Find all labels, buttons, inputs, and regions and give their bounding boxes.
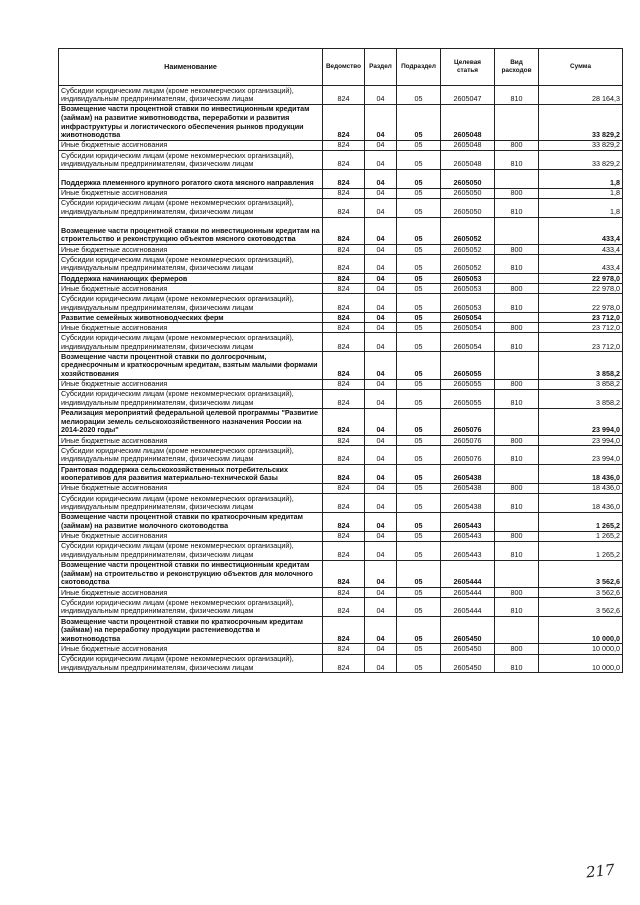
cell-vedomstvo: 824	[323, 255, 365, 274]
table-row	[59, 483, 623, 493]
cell-sum: 3 858,2	[539, 352, 623, 379]
cell-target-article: 2605048	[441, 104, 495, 140]
cell-target-article: 2605076	[441, 408, 495, 435]
cell-vedomstvo: 824	[323, 436, 365, 446]
cell-name: Иные бюджетные ассигнования	[59, 379, 323, 389]
cell-razdel: 04	[365, 531, 397, 541]
cell-vedomstvo: 824	[323, 284, 365, 294]
cell-vedomstvo: 824	[323, 408, 365, 435]
cell-podrazdel: 05	[397, 104, 441, 140]
cell-name: Иные бюджетные ассигнования	[59, 531, 323, 541]
cell-razdel: 04	[365, 644, 397, 654]
table-row	[59, 531, 623, 541]
cell-razdel: 04	[365, 86, 397, 105]
cell-expense-type: 800	[495, 323, 539, 333]
header-target-article: Целевая статья	[441, 49, 495, 86]
cell-sum: 1 265,2	[539, 531, 623, 541]
cell-name: Возмещение части процентной ставки по долгосрочным, среднесрочным и краткосрочным кредитам, взятым малыми формами хозяйствования	[59, 352, 323, 379]
cell-vedomstvo: 824	[323, 616, 365, 643]
cell-name: Иные бюджетные ассигнования	[59, 244, 323, 254]
cell-sum: 33 829,2	[539, 140, 623, 150]
cell-razdel: 04	[365, 255, 397, 274]
cell-razdel: 04	[365, 333, 397, 352]
cell-target-article: 2605438	[441, 483, 495, 493]
cell-podrazdel: 05	[397, 313, 441, 323]
table-body	[59, 86, 623, 673]
cell-name: Субсидии юридическим лицам (кроме некоммерческих организаций), индивидуальным предпринимателям, физическим лицам	[59, 333, 323, 352]
cell-sum: 22 978,0	[539, 284, 623, 294]
cell-podrazdel: 05	[397, 150, 441, 169]
cell-podrazdel: 05	[397, 169, 441, 188]
cell-podrazdel: 05	[397, 436, 441, 446]
cell-podrazdel: 05	[397, 86, 441, 105]
cell-name: Иные бюджетные ассигнования	[59, 323, 323, 333]
cell-name: Иные бюджетные ассигнования	[59, 436, 323, 446]
budget-table	[58, 48, 623, 673]
cell-podrazdel: 05	[397, 198, 441, 217]
cell-name: Субсидии юридическим лицам (кроме некоммерческих организаций), индивидуальным предпринимателям, физическим лицам	[59, 541, 323, 560]
cell-expense-type: 810	[495, 389, 539, 408]
cell-expense-type: 810	[495, 446, 539, 465]
cell-sum: 23 712,0	[539, 313, 623, 323]
cell-sum: 33 829,2	[539, 104, 623, 140]
cell-name: Субсидии юридическим лицам (кроме некоммерческих организаций), индивидуальным предпринимателям, физическим лицам	[59, 494, 323, 513]
cell-target-article: 2605438	[441, 465, 495, 484]
cell-podrazdel: 05	[397, 333, 441, 352]
cell-sum: 433,4	[539, 255, 623, 274]
table-row	[59, 494, 623, 513]
cell-razdel: 04	[365, 313, 397, 323]
cell-target-article: 2605054	[441, 333, 495, 352]
cell-target-article: 2605444	[441, 560, 495, 587]
table-row	[59, 284, 623, 294]
cell-razdel: 04	[365, 446, 397, 465]
cell-target-article: 2605050	[441, 169, 495, 188]
cell-vedomstvo: 824	[323, 169, 365, 188]
cell-name: Возмещение части процентной ставки по краткосрочным кредитам (займам) на развитие молочного скотоводства	[59, 512, 323, 531]
table-row	[59, 150, 623, 169]
cell-expense-type	[495, 512, 539, 531]
cell-expense-type: 800	[495, 483, 539, 493]
cell-name: Субсидии юридическим лицам (кроме некоммерческих организаций), индивидуальным предпринимателям, физическим лицам	[59, 255, 323, 274]
cell-podrazdel: 05	[397, 217, 441, 244]
table-row	[59, 379, 623, 389]
cell-name: Реализация мероприятий федеральной целевой программы "Развитие мелиорации земель сельскохозяйственного назначения России на 2014-2020 годы"	[59, 408, 323, 435]
cell-expense-type	[495, 616, 539, 643]
cell-razdel: 04	[365, 494, 397, 513]
cell-razdel: 04	[365, 616, 397, 643]
cell-podrazdel: 05	[397, 352, 441, 379]
cell-sum: 433,4	[539, 217, 623, 244]
cell-expense-type: 800	[495, 140, 539, 150]
cell-name: Субсидии юридическим лицам (кроме некоммерческих организаций), индивидуальным предпринимателям, физическим лицам	[59, 654, 323, 673]
header-vedomstvo: Ведомство	[323, 49, 365, 86]
cell-target-article: 2605443	[441, 541, 495, 560]
cell-sum: 3 562,6	[539, 560, 623, 587]
cell-vedomstvo: 824	[323, 587, 365, 597]
cell-sum: 18 436,0	[539, 483, 623, 493]
cell-podrazdel: 05	[397, 616, 441, 643]
table-row	[59, 408, 623, 435]
cell-vedomstvo: 824	[323, 313, 365, 323]
cell-vedomstvo: 824	[323, 598, 365, 617]
cell-target-article: 2605438	[441, 494, 495, 513]
cell-razdel: 04	[365, 352, 397, 379]
cell-target-article: 2605443	[441, 512, 495, 531]
cell-name: Поддержка племенного крупного рогатого скота мясного направления	[59, 169, 323, 188]
cell-razdel: 04	[365, 541, 397, 560]
cell-expense-type: 810	[495, 333, 539, 352]
cell-name: Субсидии юридическим лицам (кроме некоммерческих организаций), индивидуальным предпринимателям, физическим лицам	[59, 86, 323, 105]
table-row	[59, 104, 623, 140]
cell-expense-type: 800	[495, 284, 539, 294]
cell-vedomstvo: 824	[323, 465, 365, 484]
cell-vedomstvo: 824	[323, 483, 365, 493]
cell-razdel: 04	[365, 188, 397, 198]
cell-target-article: 2605076	[441, 446, 495, 465]
cell-expense-type	[495, 313, 539, 323]
table-row	[59, 140, 623, 150]
cell-target-article: 2605048	[441, 140, 495, 150]
cell-target-article: 2605450	[441, 616, 495, 643]
cell-sum: 1,8	[539, 188, 623, 198]
cell-podrazdel: 05	[397, 654, 441, 673]
cell-name: Субсидии юридическим лицам (кроме некоммерческих организаций), индивидуальным предпринимателям, физическим лицам	[59, 598, 323, 617]
cell-vedomstvo: 824	[323, 446, 365, 465]
cell-sum: 22 978,0	[539, 273, 623, 283]
cell-name: Субсидии юридическим лицам (кроме некоммерческих организаций), индивидуальным предпринимателям, физическим лицам	[59, 198, 323, 217]
cell-razdel: 04	[365, 323, 397, 333]
cell-podrazdel: 05	[397, 644, 441, 654]
cell-podrazdel: 05	[397, 560, 441, 587]
cell-expense-type	[495, 273, 539, 283]
cell-name: Возмещение части процентной ставки по инвестиционным кредитам (займам) на строительство и реконструкцию объектов для молочного скотоводства	[59, 560, 323, 587]
cell-vedomstvo: 824	[323, 512, 365, 531]
cell-target-article: 2605055	[441, 389, 495, 408]
cell-podrazdel: 05	[397, 587, 441, 597]
table-row	[59, 217, 623, 244]
cell-target-article: 2605054	[441, 323, 495, 333]
header-razdel: Раздел	[365, 49, 397, 86]
cell-target-article: 2605055	[441, 352, 495, 379]
table-row	[59, 244, 623, 254]
cell-podrazdel: 05	[397, 188, 441, 198]
cell-name: Возмещение части процентной ставки по инвестиционным кредитам (займам) на развитие животноводства, переработки и развития инфраструктуры и логистического обеспечения рынков продукции животноводства	[59, 104, 323, 140]
cell-podrazdel: 05	[397, 541, 441, 560]
cell-target-article: 2605053	[441, 294, 495, 313]
table-row	[59, 255, 623, 274]
cell-podrazdel: 05	[397, 389, 441, 408]
cell-razdel: 04	[365, 294, 397, 313]
cell-podrazdel: 05	[397, 379, 441, 389]
cell-podrazdel: 05	[397, 483, 441, 493]
cell-vedomstvo: 824	[323, 541, 365, 560]
cell-vedomstvo: 824	[323, 389, 365, 408]
cell-razdel: 04	[365, 284, 397, 294]
cell-vedomstvo: 824	[323, 104, 365, 140]
cell-name: Субсидии юридическим лицам (кроме некоммерческих организаций), индивидуальным предпринимателям, физическим лицам	[59, 294, 323, 313]
cell-expense-type: 810	[495, 198, 539, 217]
cell-sum: 3 562,6	[539, 587, 623, 597]
cell-target-article: 2605055	[441, 379, 495, 389]
page-number: 217	[585, 860, 616, 882]
cell-razdel: 04	[365, 244, 397, 254]
cell-sum: 3 858,2	[539, 389, 623, 408]
cell-expense-type: 810	[495, 86, 539, 105]
cell-vedomstvo: 824	[323, 379, 365, 389]
cell-expense-type: 800	[495, 587, 539, 597]
cell-expense-type: 800	[495, 436, 539, 446]
cell-expense-type: 800	[495, 644, 539, 654]
header-podrazdel: Подраздел	[397, 49, 441, 86]
cell-razdel: 04	[365, 465, 397, 484]
cell-sum: 1,8	[539, 169, 623, 188]
cell-expense-type	[495, 408, 539, 435]
cell-vedomstvo: 824	[323, 188, 365, 198]
cell-podrazdel: 05	[397, 598, 441, 617]
cell-vedomstvo: 824	[323, 244, 365, 254]
cell-razdel: 04	[365, 408, 397, 435]
cell-expense-type: 800	[495, 188, 539, 198]
cell-name: Иные бюджетные ассигнования	[59, 188, 323, 198]
table-row	[59, 352, 623, 379]
header-sum: Сумма	[539, 49, 623, 86]
table-row	[59, 446, 623, 465]
cell-razdel: 04	[365, 436, 397, 446]
cell-podrazdel: 05	[397, 140, 441, 150]
cell-expense-type	[495, 560, 539, 587]
budget-table-page	[58, 48, 622, 673]
cell-name: Субсидии юридическим лицам (кроме некоммерческих организаций), индивидуальным предпринимателям, физическим лицам	[59, 150, 323, 169]
cell-target-article: 2605050	[441, 198, 495, 217]
table-row	[59, 86, 623, 105]
cell-razdel: 04	[365, 560, 397, 587]
cell-razdel: 04	[365, 587, 397, 597]
cell-target-article: 2605052	[441, 255, 495, 274]
cell-sum: 18 436,0	[539, 494, 623, 513]
table-row	[59, 512, 623, 531]
cell-name: Поддержка начинающих фермеров	[59, 273, 323, 283]
table-row	[59, 333, 623, 352]
cell-name: Иные бюджетные ассигнования	[59, 284, 323, 294]
cell-sum: 10 000,0	[539, 616, 623, 643]
cell-podrazdel: 05	[397, 244, 441, 254]
cell-name: Развитие семейных животноводческих ферм	[59, 313, 323, 323]
cell-expense-type: 800	[495, 531, 539, 541]
cell-target-article: 2605048	[441, 150, 495, 169]
cell-expense-type	[495, 352, 539, 379]
cell-target-article: 2605054	[441, 313, 495, 323]
cell-razdel: 04	[365, 140, 397, 150]
header-expense-type: Вид расходов	[495, 49, 539, 86]
cell-podrazdel: 05	[397, 446, 441, 465]
cell-target-article: 2605444	[441, 587, 495, 597]
cell-vedomstvo: 824	[323, 560, 365, 587]
cell-sum: 1,8	[539, 198, 623, 217]
cell-target-article: 2605052	[441, 244, 495, 254]
cell-name: Иные бюджетные ассигнования	[59, 140, 323, 150]
cell-expense-type: 810	[495, 294, 539, 313]
cell-target-article: 2605053	[441, 273, 495, 283]
cell-name: Возмещение части процентной ставки по инвестиционным кредитам на строительство и реконструкцию объектов мясного скотоводства	[59, 217, 323, 244]
cell-sum: 23 994,0	[539, 436, 623, 446]
cell-sum: 10 000,0	[539, 644, 623, 654]
cell-podrazdel: 05	[397, 494, 441, 513]
cell-target-article: 2605053	[441, 284, 495, 294]
cell-razdel: 04	[365, 169, 397, 188]
cell-sum: 33 829,2	[539, 150, 623, 169]
cell-name: Субсидии юридическим лицам (кроме некоммерческих организаций), индивидуальным предпринимателям, физическим лицам	[59, 389, 323, 408]
cell-sum: 10 000,0	[539, 654, 623, 673]
cell-expense-type	[495, 465, 539, 484]
table-row	[59, 644, 623, 654]
table-row	[59, 616, 623, 643]
table-row	[59, 654, 623, 673]
header-name: Наименование	[59, 49, 323, 86]
cell-podrazdel: 05	[397, 512, 441, 531]
table-row	[59, 560, 623, 587]
cell-target-article: 2605450	[441, 654, 495, 673]
cell-vedomstvo: 824	[323, 531, 365, 541]
table-row	[59, 273, 623, 283]
cell-expense-type	[495, 104, 539, 140]
cell-target-article: 2605076	[441, 436, 495, 446]
cell-razdel: 04	[365, 150, 397, 169]
cell-expense-type: 810	[495, 541, 539, 560]
table-header-row	[59, 49, 623, 86]
cell-vedomstvo: 824	[323, 654, 365, 673]
cell-expense-type: 810	[495, 598, 539, 617]
cell-vedomstvo: 824	[323, 217, 365, 244]
cell-sum: 1 265,2	[539, 541, 623, 560]
cell-target-article: 2605444	[441, 598, 495, 617]
cell-razdel: 04	[365, 217, 397, 244]
cell-vedomstvo: 824	[323, 150, 365, 169]
cell-vedomstvo: 824	[323, 294, 365, 313]
cell-name: Грантовая поддержка сельскохозяйственных потребительских кооперативов для развития материально-технической базы	[59, 465, 323, 484]
cell-sum: 433,4	[539, 244, 623, 254]
cell-name: Иные бюджетные ассигнования	[59, 587, 323, 597]
cell-razdel: 04	[365, 654, 397, 673]
cell-razdel: 04	[365, 273, 397, 283]
cell-vedomstvo: 824	[323, 352, 365, 379]
cell-name: Иные бюджетные ассигнования	[59, 644, 323, 654]
cell-razdel: 04	[365, 483, 397, 493]
cell-sum: 3 562,6	[539, 598, 623, 617]
cell-sum: 22 978,0	[539, 294, 623, 313]
cell-sum: 28 164,3	[539, 86, 623, 105]
cell-vedomstvo: 824	[323, 198, 365, 217]
cell-expense-type: 800	[495, 379, 539, 389]
cell-razdel: 04	[365, 104, 397, 140]
cell-podrazdel: 05	[397, 465, 441, 484]
cell-podrazdel: 05	[397, 323, 441, 333]
cell-vedomstvo: 824	[323, 140, 365, 150]
cell-vedomstvo: 824	[323, 273, 365, 283]
cell-podrazdel: 05	[397, 531, 441, 541]
cell-vedomstvo: 824	[323, 333, 365, 352]
cell-vedomstvo: 824	[323, 494, 365, 513]
cell-sum: 3 858,2	[539, 379, 623, 389]
cell-razdel: 04	[365, 379, 397, 389]
cell-podrazdel: 05	[397, 408, 441, 435]
cell-expense-type: 810	[495, 150, 539, 169]
cell-vedomstvo: 824	[323, 644, 365, 654]
cell-name: Возмещение части процентной ставки по краткосрочным кредитам (займам) на переработку продукции растениеводства и животноводства	[59, 616, 323, 643]
cell-vedomstvo: 824	[323, 323, 365, 333]
cell-sum: 18 436,0	[539, 465, 623, 484]
cell-podrazdel: 05	[397, 255, 441, 274]
cell-name: Субсидии юридическим лицам (кроме некоммерческих организаций), индивидуальным предпринимателям, физическим лицам	[59, 446, 323, 465]
table-row	[59, 436, 623, 446]
cell-razdel: 04	[365, 512, 397, 531]
cell-sum: 23 994,0	[539, 408, 623, 435]
table-row	[59, 465, 623, 484]
table-row	[59, 313, 623, 323]
cell-podrazdel: 05	[397, 273, 441, 283]
cell-expense-type: 810	[495, 494, 539, 513]
cell-target-article: 2605450	[441, 644, 495, 654]
cell-expense-type: 810	[495, 654, 539, 673]
table-row	[59, 389, 623, 408]
table-row	[59, 188, 623, 198]
table-row	[59, 169, 623, 188]
cell-target-article: 2605052	[441, 217, 495, 244]
cell-razdel: 04	[365, 389, 397, 408]
cell-name: Иные бюджетные ассигнования	[59, 483, 323, 493]
cell-podrazdel: 05	[397, 294, 441, 313]
cell-expense-type: 800	[495, 244, 539, 254]
table-row	[59, 198, 623, 217]
cell-razdel: 04	[365, 198, 397, 217]
cell-expense-type	[495, 169, 539, 188]
table-row	[59, 598, 623, 617]
cell-expense-type: 810	[495, 255, 539, 274]
cell-target-article: 2605443	[441, 531, 495, 541]
table-row	[59, 587, 623, 597]
cell-razdel: 04	[365, 598, 397, 617]
cell-podrazdel: 05	[397, 284, 441, 294]
table-row	[59, 323, 623, 333]
cell-vedomstvo: 824	[323, 86, 365, 105]
cell-sum: 1 265,2	[539, 512, 623, 531]
table-row	[59, 541, 623, 560]
cell-sum: 23 994,0	[539, 446, 623, 465]
cell-sum: 23 712,0	[539, 323, 623, 333]
cell-target-article: 2605050	[441, 188, 495, 198]
cell-expense-type	[495, 217, 539, 244]
cell-sum: 23 712,0	[539, 333, 623, 352]
cell-target-article: 2605047	[441, 86, 495, 105]
table-row	[59, 294, 623, 313]
